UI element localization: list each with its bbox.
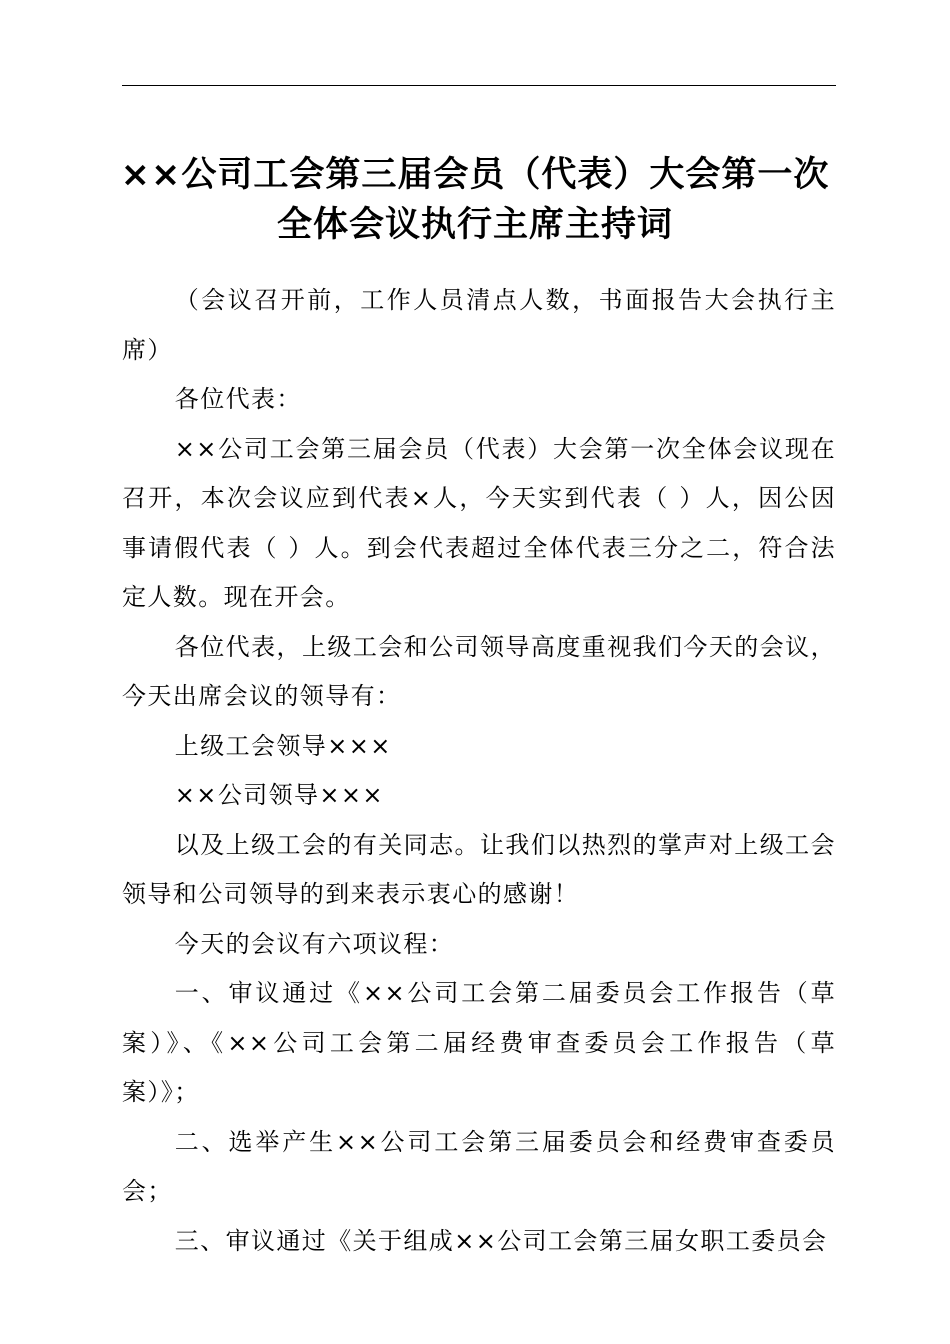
leader-line-union: 上级工会领导××× <box>174 731 392 760</box>
agenda-item-1: 一、审议通过《××公司工会第二届委员会工作报告（草案）》、《××公司工会第二届经费审查委员会工作报告（草案）》； <box>122 979 836 1106</box>
agenda-item-3: 三、审议通过《关于组成××公司工会第三届女职工委员会 <box>174 1226 828 1255</box>
leader-line-company: ××公司领导××× <box>174 781 384 809</box>
header-rule <box>122 85 836 86</box>
title-line-2: 全体会议执行主席主持词 <box>276 205 673 245</box>
salutation: 各位代表： <box>174 385 302 413</box>
thanks-paragraph: 以及上级工会的有关同志。让我们以热烈的掌声对上级工会领导和公司领导的到来表示衷心的感谢！ <box>122 830 836 908</box>
document-title <box>100 150 850 250</box>
title-line-1: ××公司工会第三届会员（代表）大会第一次 <box>120 155 830 195</box>
agenda-item-2: 二、选举产生××公司工会第三届委员会和经费审查委员会； <box>122 1127 836 1205</box>
document-body <box>122 276 836 1266</box>
leaders-intro: 各位代表，上级工会和公司领导高度重视我们今天的会议，今天出席会议的领导有： <box>122 632 836 710</box>
agenda-intro: 今天的会议有六项议程： <box>174 929 455 958</box>
attendance-statement: ××公司工会第三届会员（代表）大会第一次全体会议现在召开，本次会议应到代表×人，今天实到代表（ ）人，因公因事请假代表（ ）人。到会代表超过全体代表三分之二，符合法定人数。现在开会。 <box>122 434 836 611</box>
opening-note: （会议召开前，工作人员清点人数，书面报告大会执行主席） <box>122 286 836 364</box>
